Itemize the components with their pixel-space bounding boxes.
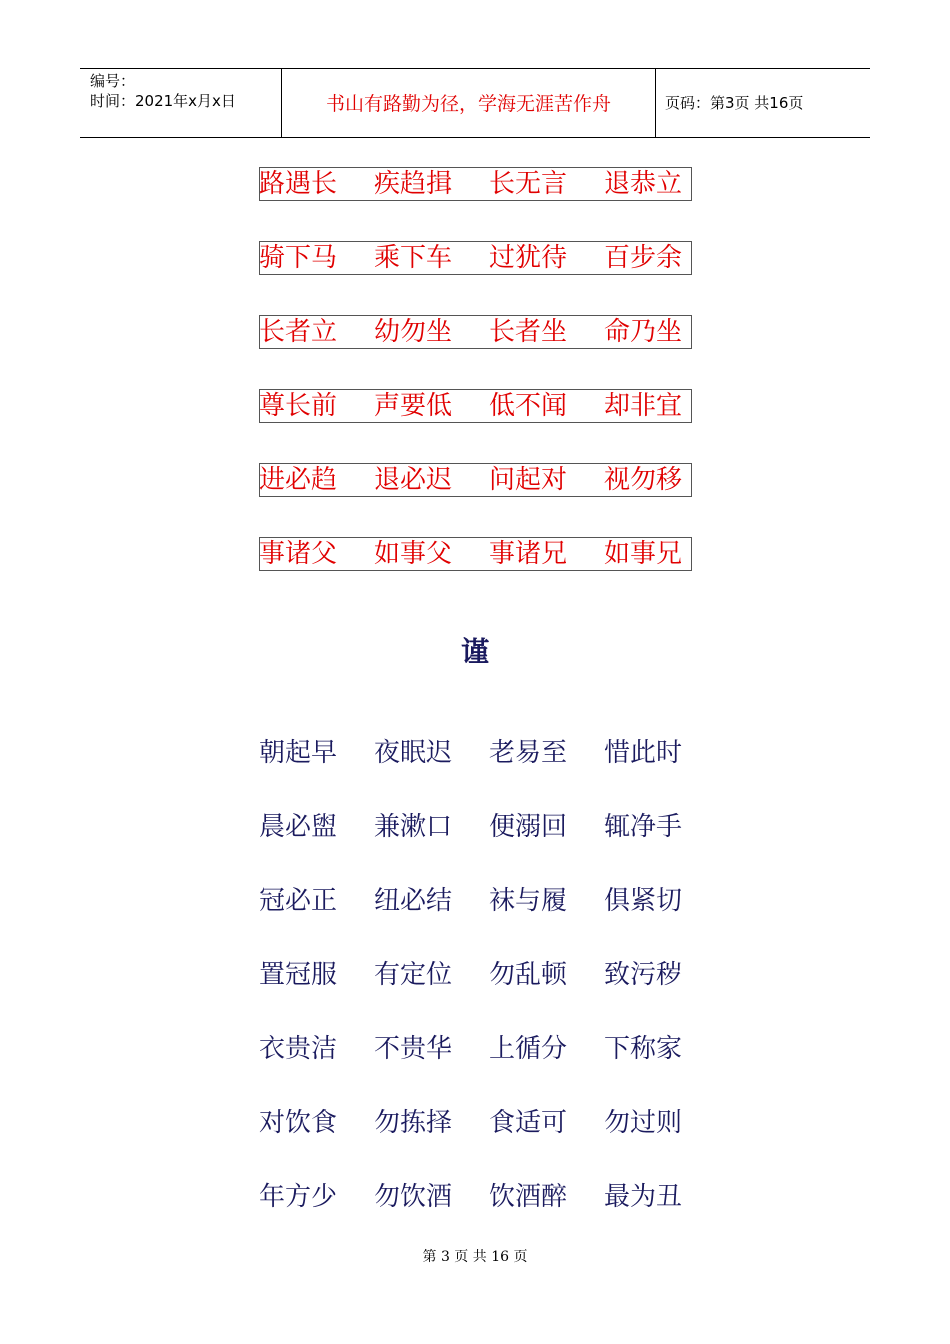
verse-phrase: 饮酒醉	[489, 1182, 568, 1212]
verse-line	[259, 884, 719, 918]
verse-phrase: 长无言	[489, 169, 568, 199]
verse-phrase: 长者坐	[489, 317, 568, 347]
verse-line	[259, 537, 719, 571]
header-meta-cell	[80, 69, 281, 137]
header-motto-cell	[281, 69, 656, 137]
verse-phrase: 俱紧切	[604, 886, 683, 916]
verse-phrase: 辄净手	[604, 812, 683, 842]
verse-phrase: 对饮食	[259, 1108, 338, 1138]
verse-phrase: 声要低	[374, 391, 453, 421]
verse-line-border	[259, 463, 692, 497]
verse-phrase: 事诸父	[259, 539, 338, 569]
number-label: 编号：	[90, 72, 136, 90]
verse-phrase: 年方少	[259, 1182, 338, 1212]
verse-phrase: 下称家	[604, 1034, 683, 1064]
verse-line-border	[259, 315, 692, 349]
verse-phrase: 兼漱口	[374, 812, 453, 842]
verse-phrase: 晨必盥	[259, 812, 338, 842]
verse-phrase: 视勿移	[604, 465, 683, 495]
page-header	[80, 68, 870, 138]
verse-line-border	[259, 389, 692, 423]
verse-line	[259, 1032, 719, 1066]
verse-phrase: 问起对	[489, 465, 568, 495]
verse-line	[259, 241, 719, 275]
verse-phrase: 如事父	[374, 539, 453, 569]
verse-phrase: 尊长前	[259, 391, 338, 421]
verse-phrase: 老易至	[489, 738, 568, 768]
verse-line	[259, 736, 719, 770]
verse-phrase: 骑下马	[259, 243, 338, 273]
verse-phrase: 乘下车	[374, 243, 453, 273]
verse-line-border	[259, 167, 692, 201]
verse-phrase: 过犹待	[489, 243, 568, 273]
verse-phrase: 上循分	[489, 1034, 568, 1064]
motto: 书山有路勤为径，学海无涯苦作舟	[325, 93, 611, 115]
verse-phrase: 致污秽	[604, 960, 683, 990]
verse-line	[259, 315, 719, 349]
verse-line	[259, 810, 719, 844]
verse-phrase: 却非宜	[604, 391, 683, 421]
verse-line-border	[259, 241, 692, 275]
verse-phrase: 不贵华	[374, 1034, 453, 1064]
verse-phrase: 食适可	[489, 1108, 568, 1138]
verse-phrase: 勿饮酒	[374, 1182, 453, 1212]
verse-line	[259, 1106, 719, 1140]
verse-phrase: 命乃坐	[604, 317, 683, 347]
verse-phrase: 事诸兄	[489, 539, 568, 569]
verse-phrase: 低不闻	[489, 391, 568, 421]
verse-phrase: 勿过则	[604, 1108, 683, 1138]
verse-phrase: 进必趋	[259, 465, 338, 495]
verse-line-border	[259, 537, 692, 571]
verse-phrase: 勿拣择	[374, 1108, 453, 1138]
verse-line	[259, 958, 719, 992]
verse-line	[259, 1180, 719, 1214]
verse-phrase: 冠必正	[259, 886, 338, 916]
verse-phrase: 百步余	[604, 243, 683, 273]
verse-line	[259, 167, 719, 201]
verse-phrase: 退必迟	[374, 465, 453, 495]
verse-phrase: 惜此时	[604, 738, 683, 768]
header-page-cell	[655, 69, 870, 137]
page-footer: 第 3 页 共 16 页	[422, 1249, 528, 1265]
verse-phrase: 置冠服	[259, 960, 338, 990]
verse-phrase: 有定位	[374, 960, 453, 990]
verse-phrase: 朝起早	[259, 738, 338, 768]
verse-phrase: 路遇长	[259, 169, 338, 199]
verse-phrase: 衣贵洁	[259, 1034, 338, 1064]
verse-phrase: 退恭立	[604, 169, 683, 199]
verse-phrase: 最为丑	[604, 1182, 683, 1212]
time-label: 时间：2021年x月x日	[90, 92, 236, 110]
verse-line	[259, 463, 719, 497]
verse-phrase: 如事兄	[604, 539, 683, 569]
verse-line	[259, 389, 719, 423]
page-info: 页码：第3页 共16页	[665, 94, 804, 112]
verse-phrase: 幼勿坐	[374, 317, 453, 347]
verse-phrase: 疾趋揖	[374, 169, 453, 199]
verse-phrase: 勿乱顿	[489, 960, 568, 990]
verse-phrase: 夜眠迟	[374, 738, 453, 768]
verse-phrase: 纽必结	[374, 886, 453, 916]
verse-phrase: 便溺回	[489, 812, 568, 842]
verse-phrase: 袜与履	[489, 886, 568, 916]
section-title: 谨	[460, 635, 489, 668]
verse-phrase: 长者立	[259, 317, 338, 347]
